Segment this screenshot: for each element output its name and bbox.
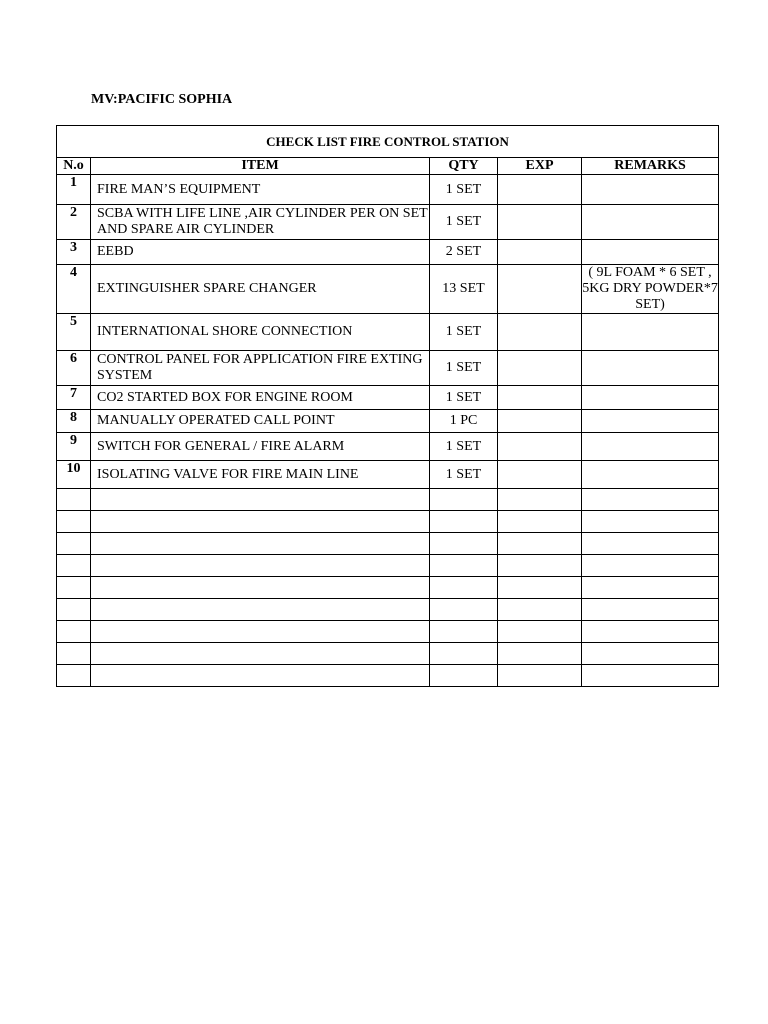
table-row: [57, 205, 719, 240]
qty-cell: 1 SET: [430, 433, 498, 461]
blank-qty-cell[interactable]: [430, 511, 498, 533]
blank-qty-cell[interactable]: [430, 621, 498, 643]
remarks-cell[interactable]: [582, 314, 719, 351]
remarks-cell[interactable]: [582, 205, 719, 240]
blank-remarks-cell[interactable]: [582, 599, 719, 621]
blank-item-cell[interactable]: [91, 555, 430, 577]
blank-no-cell[interactable]: [57, 621, 91, 643]
blank-item-cell[interactable]: [91, 643, 430, 665]
item-cell: FIRE MAN’S EQUIPMENT: [91, 175, 430, 205]
row-number: 3: [57, 240, 91, 265]
blank-item-cell[interactable]: [91, 599, 430, 621]
row-number: 6: [57, 351, 91, 386]
exp-cell[interactable]: [498, 386, 582, 410]
row-number: 8: [57, 410, 91, 433]
blank-no-cell[interactable]: [57, 599, 91, 621]
blank-no-cell[interactable]: [57, 577, 91, 599]
blank-exp-cell[interactable]: [498, 489, 582, 511]
blank-no-cell[interactable]: [57, 665, 91, 687]
blank-exp-cell[interactable]: [498, 511, 582, 533]
blank-item-cell[interactable]: [91, 533, 430, 555]
remarks-cell[interactable]: [582, 351, 719, 386]
qty-cell: 13 SET: [430, 265, 498, 314]
row-number: 4: [57, 265, 91, 314]
blank-no-cell[interactable]: [57, 643, 91, 665]
item-cell: CO2 STARTED BOX FOR ENGINE ROOM: [91, 386, 430, 410]
remarks-cell[interactable]: [582, 461, 719, 489]
blank-row: [57, 621, 719, 643]
remarks-cell[interactable]: [582, 386, 719, 410]
blank-qty-cell[interactable]: [430, 643, 498, 665]
blank-row: [57, 577, 719, 599]
remarks-cell[interactable]: ( 9L FOAM * 6 SET , 5KG DRY POWDER*7 SET): [582, 265, 718, 312]
item-cell: SWITCH FOR GENERAL / FIRE ALARM: [91, 433, 430, 461]
exp-cell[interactable]: [498, 205, 582, 240]
column-header-exp: EXP: [498, 158, 582, 175]
vessel-name: MV:PACIFIC SOPHIA: [91, 92, 233, 107]
item-cell: ISOLATING VALVE FOR FIRE MAIN LINE: [91, 461, 430, 489]
blank-remarks-cell[interactable]: [582, 555, 719, 577]
qty-cell: 1 SET: [430, 351, 498, 386]
blank-no-cell[interactable]: [57, 533, 91, 555]
row-number: 10: [57, 461, 91, 489]
qty-cell: 1 PC: [430, 410, 498, 433]
remarks-cell[interactable]: [582, 175, 719, 205]
row-number: 2: [57, 205, 91, 240]
blank-row: [57, 489, 719, 511]
row-number: 9: [57, 433, 91, 461]
blank-remarks-cell[interactable]: [582, 665, 719, 687]
exp-cell[interactable]: [498, 351, 582, 386]
blank-row: [57, 665, 719, 687]
qty-cell: 1 SET: [430, 386, 498, 410]
blank-exp-cell[interactable]: [498, 621, 582, 643]
blank-exp-cell[interactable]: [498, 643, 582, 665]
blank-remarks-cell[interactable]: [582, 489, 719, 511]
blank-qty-cell[interactable]: [430, 555, 498, 577]
fire-control-checklist-table: [56, 125, 719, 687]
table-header-row: [57, 158, 719, 175]
exp-cell[interactable]: [498, 314, 582, 351]
table-row: [57, 461, 719, 489]
column-header-item: ITEM: [91, 158, 430, 175]
blank-qty-cell[interactable]: [430, 533, 498, 555]
blank-item-cell[interactable]: [91, 621, 430, 643]
column-header-qty: QTY: [430, 158, 498, 175]
blank-qty-cell[interactable]: [430, 577, 498, 599]
remarks-cell[interactable]: [582, 240, 719, 265]
blank-qty-cell[interactable]: [430, 599, 498, 621]
row-number: 1: [57, 175, 91, 205]
table-row: [57, 265, 719, 314]
blank-no-cell[interactable]: [57, 489, 91, 511]
item-cell: INTERNATIONAL SHORE CONNECTION: [91, 314, 430, 351]
blank-no-cell[interactable]: [57, 555, 91, 577]
table-row: [57, 240, 719, 265]
qty-cell: 1 SET: [430, 205, 498, 240]
remarks-cell[interactable]: [582, 433, 719, 461]
table-row: [57, 351, 719, 386]
table-title-row: [57, 126, 719, 158]
blank-item-cell[interactable]: [91, 511, 430, 533]
remarks-cell[interactable]: [582, 410, 719, 433]
table-row: [57, 386, 719, 410]
item-cell: EEBD: [91, 240, 430, 265]
blank-row: [57, 599, 719, 621]
item-cell: SCBA WITH LIFE LINE ,AIR CYLINDER PER ON SET AND SPARE AIR CYLINDER: [91, 205, 430, 240]
blank-remarks-cell[interactable]: [582, 511, 719, 533]
blank-remarks-cell[interactable]: [582, 643, 719, 665]
table-row: [57, 410, 719, 433]
qty-cell: 2 SET: [430, 240, 498, 265]
exp-cell[interactable]: [498, 433, 582, 461]
row-number: 5: [57, 314, 91, 351]
blank-row: [57, 511, 719, 533]
exp-cell[interactable]: [498, 410, 582, 433]
blank-qty-cell[interactable]: [430, 665, 498, 687]
blank-row: [57, 555, 719, 577]
qty-cell: 1 SET: [430, 461, 498, 489]
blank-item-cell[interactable]: [91, 577, 430, 599]
table-row: [57, 433, 719, 461]
blank-item-cell[interactable]: [91, 665, 430, 687]
column-header-remarks: REMARKS: [582, 158, 719, 175]
blank-row: [57, 533, 719, 555]
blank-remarks-cell[interactable]: [582, 533, 719, 555]
blank-exp-cell[interactable]: [498, 665, 582, 687]
exp-cell[interactable]: [498, 240, 582, 265]
item-cell: MANUALLY OPERATED CALL POINT: [91, 410, 430, 433]
qty-cell: 1 SET: [430, 314, 498, 351]
exp-cell[interactable]: [498, 265, 582, 314]
blank-remarks-cell[interactable]: [582, 577, 719, 599]
blank-exp-cell[interactable]: [498, 577, 582, 599]
blank-exp-cell[interactable]: [498, 533, 582, 555]
blank-item-cell[interactable]: [91, 489, 430, 511]
blank-qty-cell[interactable]: [430, 489, 498, 511]
blank-row: [57, 643, 719, 665]
blank-exp-cell[interactable]: [498, 599, 582, 621]
table-row: [57, 175, 719, 205]
column-header-no: N.o: [57, 158, 91, 175]
item-cell: CONTROL PANEL FOR APPLICATION FIRE EXTING SYSTEM: [91, 351, 430, 386]
qty-cell: 1 SET: [430, 175, 498, 205]
row-number: 7: [57, 386, 91, 410]
item-cell: EXTINGUISHER SPARE CHANGER: [91, 265, 430, 314]
exp-cell[interactable]: [498, 175, 582, 205]
table-title: CHECK LIST FIRE CONTROL STATION: [57, 126, 719, 158]
blank-no-cell[interactable]: [57, 511, 91, 533]
blank-remarks-cell[interactable]: [582, 621, 719, 643]
exp-cell[interactable]: [498, 461, 582, 489]
blank-exp-cell[interactable]: [498, 555, 582, 577]
table-row: [57, 314, 719, 351]
